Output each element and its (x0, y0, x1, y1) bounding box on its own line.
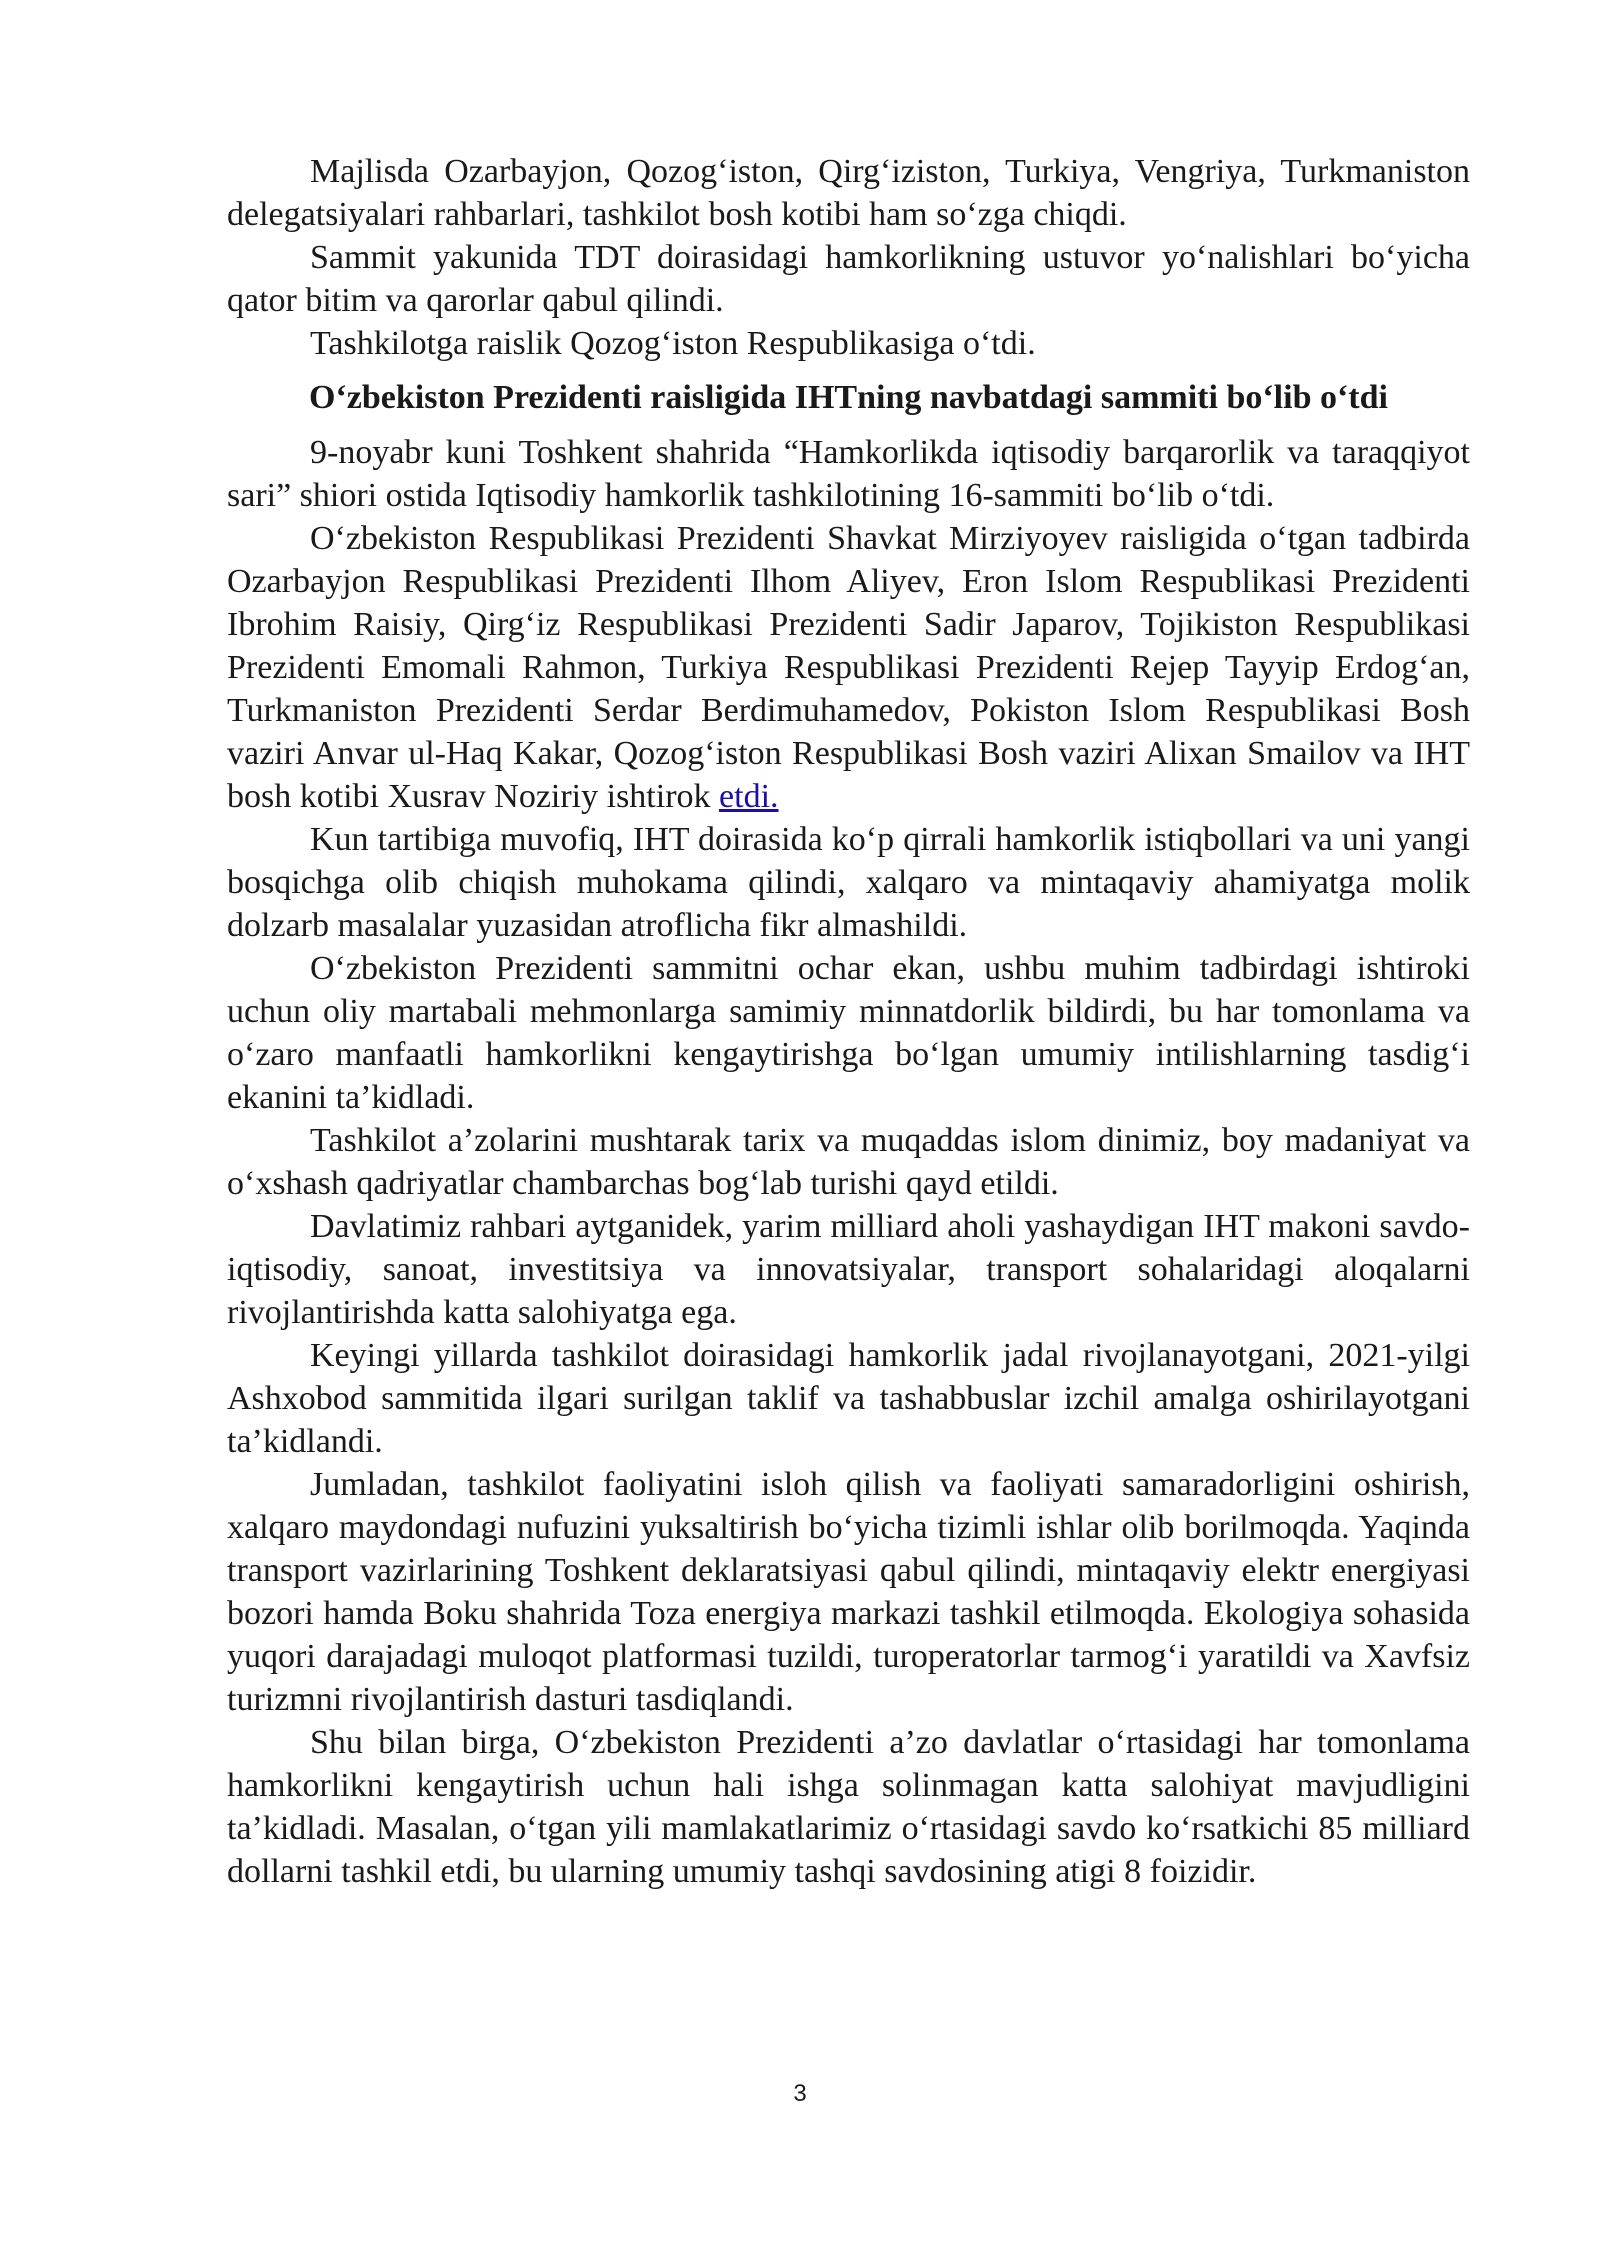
section-heading: O‘zbekiston Prezidenti raisligida IHTning navbatdagi sammiti bo‘lib o‘tdi (309, 379, 1388, 416)
paragraph-participants (227, 517, 1470, 818)
paragraph: Shu bilan birga, O‘zbekiston Prezidenti a’zo davlatlar o‘rtasidagi har tomonlama hamkorlikni kengaytirish uchun hali ishga solinmagan katta salohiyat mavjudligini ta’kidladi. Masalan, o‘tgan yili mamlakatlarimiz o‘rtasidagi savdo ko‘rsatkichi 85 milliard dollarni tashkil etdi, bu ularning umumiy tashqi savdosining atigi 8 foizidir. (227, 1724, 1470, 1890)
paragraph: Keyingi yillarda tashkilot doirasidagi hamkorlik jadal rivojlanayotgani, 2021-yilgi Ashxobod sammitida ilgari surilgan taklif va tashabbuslar izchil amalga oshirilayotgani ta’kidlandi. (227, 1337, 1470, 1460)
paragraph: O‘zbekiston Prezidenti sammitni ochar ekan, ushbu muhim tadbirdagi ishtiroki uchun oliy martabali mehmonlarga samimiy minnatdorlik bildirdi, bu har tomonlama va o‘zaro manfaatli hamkorlikni kengaytirishga bo‘lgan umumiy intilishlarning tasdig‘i ekanini ta’kidladi. (227, 950, 1470, 1116)
paragraph-text: O‘zbekiston Respublikasi Prezidenti Shavkat Mirziyoyev raisligida o‘tgan tadbirda Ozarbayjon Respublikasi Prezidenti Ilhom Aliyev, Eron Islom Respublikasi Prezidenti Ibrohim Raisiy, Qirg‘iz Respublikasi Prezidenti Sadir Japarov, Tojikiston Respublikasi Prezidenti Emomali Rahmon, Turkiya Respublikasi Prezidenti Rejep Tayyip Erdog‘an, Turkmaniston Prezidenti Serdar Berdimuhamedov, Pokiston Islom Respublikasi Bosh vaziri Anvar ul-Haq Kakar, Qozog‘iston Respublikasi Bosh vaziri Alixan Smailov va IHT bosh kotibi Xusrav Noziriy ishtirok (227, 520, 1470, 815)
document-page (227, 150, 1470, 1893)
paragraph: Kun tartibiga muvofiq, IHT doirasida ko‘p qirrali hamkorlik istiqbollari va uni yangi bosqichga olib chiqish muhokama qilindi, xalqaro va mintaqaviy ahamiyatga molik dolzarb masalalar yuzasidan atroflicha fikr almashildi. (227, 821, 1470, 944)
paragraph: 9-noyabr kuni Toshkent shahrida “Hamkorlikda iqtisodiy barqarorlik va taraqqiyot sari” shiori ostida Iqtisodiy hamkorlik tashkilotining 16-sammiti bo‘lib o‘tdi. (227, 434, 1470, 514)
paragraph: Majlisda Ozarbayjon, Qozog‘iston, Qirg‘iziston, Turkiya, Vengriya, Turkmaniston delegatsiyalari rahbarlari, tashkilot bosh kotibi ham so‘zga chiqdi. (227, 153, 1470, 233)
page-number: 3 (793, 2080, 807, 2107)
paragraph: Tashkilot a’zolarini mushtarak tarix va muqaddas islom dinimiz, boy madaniyat va o‘xshash qadriyatlar chambarchas bog‘lab turishi qayd etildi. (227, 1122, 1470, 1202)
paragraph: Sammit yakunida TDT doirasidagi hamkorlikning ustuvor yo‘nalishlari bo‘yicha qator bitim va qarorlar qabul qilindi. (227, 239, 1470, 319)
paragraph: Tashkilotga raislik Qozog‘iston Respublikasiga o‘tdi. (310, 325, 1036, 362)
paragraph: Davlatimiz rahbari aytganidek, yarim milliard aholi yashaydigan IHT makoni savdo-iqtisodiy, sanoat, investitsiya va innovatsiyalar, transport sohalaridagi aloqalarni rivojlantirishda katta salohiyatga ega. (227, 1208, 1470, 1331)
source-link[interactable]: etdi. (719, 778, 779, 815)
paragraph: Jumladan, tashkilot faoliyatini isloh qilish va faoliyati samaradorligini oshirish, xalqaro maydondagi nufuzini yuksaltirish bo‘yicha tizimli ishlar olib borilmoqda. Yaqinda transport vazirlarining Toshkent deklaratsiyasi qabul qilindi, mintaqaviy elektr energiyasi bozori hamda Boku shahrida Toza energiya markazi tashkil etilmoqda. Ekologiya sohasida yuqori darajadagi muloqot platformasi tuzildi, turoperatorlar tarmog‘i yaratildi va Xavfsiz turizmni rivojlantirish dasturi tasdiqlandi. (227, 1466, 1470, 1718)
